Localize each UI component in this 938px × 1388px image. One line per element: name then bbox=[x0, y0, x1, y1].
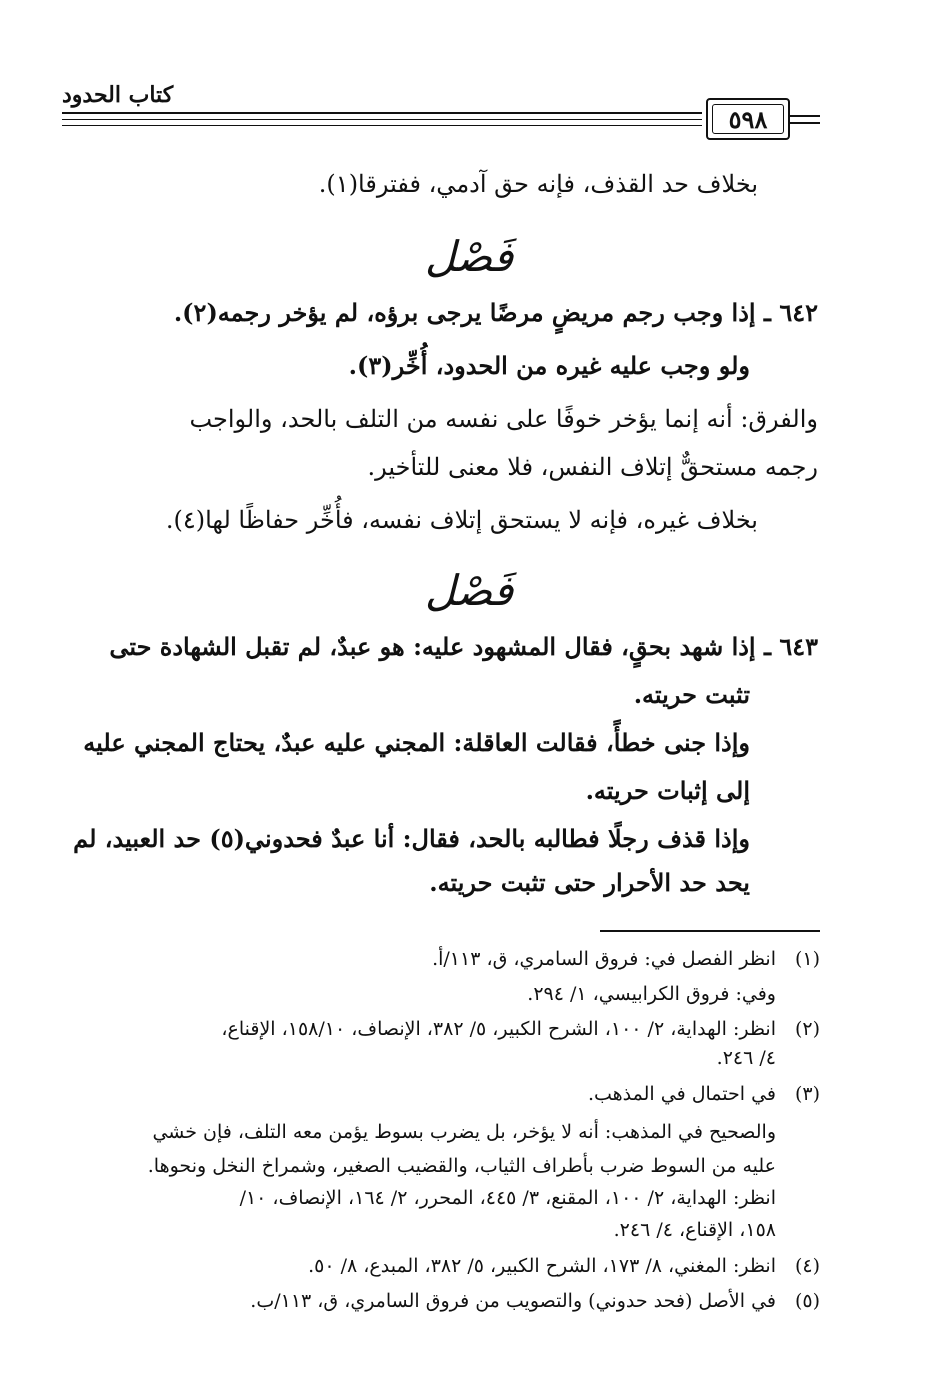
footnote-marker: (٣) bbox=[794, 1083, 820, 1105]
footnote-marker: (٢) bbox=[794, 1018, 820, 1040]
body-line: إلى إثبات حريته. bbox=[585, 776, 750, 805]
body-line: وإذا قذف رجلًا فطالبه بالحد، فقال: أنا عبدٌ فحدوني(٥) حد العبيد، لم bbox=[73, 824, 750, 853]
body-line: تثبت حريته. bbox=[633, 680, 750, 709]
difference-line: والفرق: أنه إنما يؤخر خوفًا على نفسه من التلف بالحد، والواجب bbox=[189, 405, 818, 433]
footnote-text: انظر: الهداية، ٢/ ١٠٠، الشرح الكبير، ٥/ ٣٨٢، الإنصاف، ١٥٨/١٠، الإقناع، bbox=[221, 1018, 776, 1040]
issue-643-line: ٦٤٣ ـ إذا شهد بحقٍ، فقال المشهود عليه: هو عبدٌ، لم تقبل الشهادة حتى bbox=[109, 632, 818, 661]
running-header-title: كتاب الحدود bbox=[62, 82, 174, 108]
header-rule bbox=[62, 119, 702, 120]
page-number: ٥٩٨ bbox=[728, 104, 768, 134]
body-line: وإذا جنى خطأً، فقالت العاقلة: المجني عليه عبدٌ، يحتاج المجني عليه bbox=[83, 728, 750, 757]
header-rule bbox=[790, 122, 820, 124]
footnote-text: عليه من السوط ضرب بأطراف الثياب، والقضيب الصغير، وشمراخ النخل ونحوها. bbox=[147, 1155, 776, 1177]
header-rule bbox=[62, 112, 702, 114]
section-heading-fasl: فَصْل bbox=[424, 566, 514, 615]
footnote-text: انظر: المغني، ٨/ ١٧٣، الشرح الكبير، ٥/ ٣٨٢، المبدع، ٨/ ٥٠. bbox=[308, 1255, 776, 1277]
body-line: يحد حد الأحرار حتى تثبت حريته. bbox=[429, 868, 750, 897]
footnote-text: انظر: الهداية، ٢/ ١٠٠، المقنع، ٣/ ٤٤٥، المحرر، ٢/ ١٦٤، الإنصاف، ١٠/ bbox=[239, 1187, 776, 1209]
body-line: بخلاف غيره، فإنه لا يستحق إتلاف نفسه، فأُخِّر حفاظًا لها(٤). bbox=[165, 506, 758, 534]
body-line: بخلاف حد القذف، فإنه حق آدمي، ففترقا(١). bbox=[318, 170, 758, 198]
footnote-text: وفي: فروق الكرابيسي، ١/ ٢٩٤. bbox=[527, 983, 776, 1005]
section-heading-fasl: فَصْل bbox=[424, 232, 514, 281]
issue-642-line: ٦٤٢ ـ إذا وجب رجم مريضٍ مرضًا يرجى برؤه، لم يؤخر رجمه(٢). bbox=[173, 298, 818, 327]
body-line: ولو وجب عليه غيره من الحدود، أُخِّر(٣). bbox=[348, 351, 750, 380]
footnote-marker: (١) bbox=[794, 948, 820, 970]
footnote-marker: (٤) bbox=[794, 1255, 820, 1277]
body-line: رجمه مستحقٌّ إتلاف النفس، فلا معنى للتأخير. bbox=[367, 453, 818, 481]
footnote-separator bbox=[600, 930, 820, 932]
header-rule bbox=[790, 115, 820, 117]
footnote-marker: (٥) bbox=[794, 1290, 820, 1312]
footnote-text: في الأصل (فحد حدوني) والتصويب من فروق السامري، ق، ١١٣/ب. bbox=[250, 1290, 776, 1312]
header-rule bbox=[62, 125, 702, 126]
footnote-text: في احتمال في المذهب. bbox=[587, 1083, 776, 1105]
footnote-text: ١٥٨، الإقناع، ٤/ ٢٤٦. bbox=[613, 1219, 776, 1241]
footnote-text: انظر الفصل في: فروق السامري، ق، ١١٣/أ. bbox=[432, 948, 776, 970]
footnote-text: ٤/ ٢٤٦. bbox=[716, 1047, 776, 1069]
page-number-frame bbox=[706, 98, 790, 140]
footnote-text: والصحيح في المذهب: أنه لا يؤخر، بل يضرب بسوط يؤمن معه التلف، فإن خشي bbox=[152, 1121, 776, 1143]
